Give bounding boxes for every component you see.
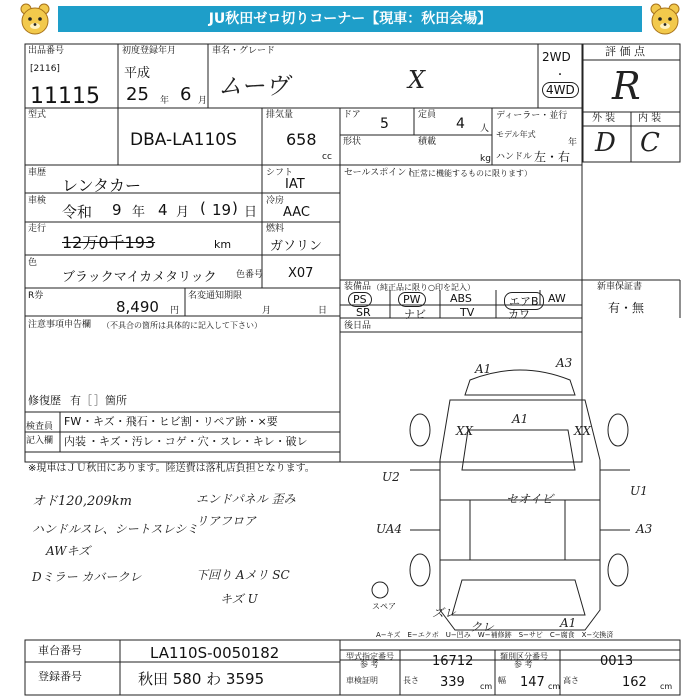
handwritten-note: AWキズ — [46, 544, 91, 558]
repair-history-end: ］箇所 — [94, 394, 127, 407]
inspection-m: 月 — [176, 205, 190, 220]
handwritten-note: キズ U — [220, 592, 258, 606]
diagram-mark: クレ — [470, 620, 495, 634]
mileage-label: 走行 — [28, 224, 47, 234]
equipment-item: TV — [460, 306, 475, 319]
repair-history-value: 有［ — [70, 394, 92, 407]
height-unit: cm — [660, 682, 673, 691]
category-label: 類別区分番号 — [500, 652, 548, 661]
fw-line: ・キズ・飛石・ヒビ割・リペア跡・×要 — [82, 415, 278, 428]
diagram-mark: XX — [456, 424, 474, 438]
handwritten-note: Dミラー カバークレ — [32, 570, 142, 584]
drive-dot: ・ — [555, 70, 565, 81]
handwritten-note: ハンドルスレ、シートスレシミ — [32, 522, 199, 536]
name-change-month: 月 — [262, 306, 272, 316]
drive-4wd: 4WD — [542, 82, 579, 98]
rear-seat-label: 後日品 — [344, 321, 372, 331]
exhibit-no-label: 出品番号 — [28, 46, 65, 56]
interior-line: ・キズ・汚レ・コゲ・穴・スレ・キレ・破レ — [88, 435, 308, 448]
handwritten-note: オド120,209km — [32, 494, 132, 509]
interior-line-label: 内装 — [64, 435, 86, 448]
equipment-item: AW — [548, 292, 566, 305]
diagram-mark: A1 — [560, 616, 577, 630]
inspection-day-open: ( — [200, 199, 206, 217]
shift: IAT — [285, 177, 305, 192]
width-value: 147 — [520, 675, 545, 690]
equipment-item: カワ — [508, 308, 530, 321]
inspector-label: 検査員 — [26, 422, 54, 432]
first-reg-label: 初度登録年月 — [122, 46, 177, 56]
displacement-label: 排気量 — [266, 110, 294, 120]
first-reg-year-unit: 年 — [160, 96, 170, 106]
first-reg-month: 6 — [180, 84, 192, 105]
diagram-mark: A1 — [512, 412, 529, 426]
width-unit: cm — [548, 682, 561, 691]
aircon-label: 冷房 — [266, 196, 285, 206]
capacity-unit: 人 — [480, 124, 490, 134]
diagram-mark: U2 — [382, 470, 400, 484]
header-title: JU秋田ゼロ切りコーナー【現車：秋田会場】 — [58, 6, 642, 32]
sales-point-label: セールスポイント — [344, 168, 416, 178]
aircon: AAC — [283, 205, 310, 220]
length-value: 339 — [440, 675, 465, 690]
inspection-day: 19 — [212, 201, 232, 219]
diagram-mark: セオイビ — [506, 492, 554, 506]
first-reg-month-unit: 月 — [198, 96, 208, 106]
color-label: 色 — [28, 258, 38, 268]
car-name-label: 車名・グレード — [212, 46, 276, 56]
vehicle-history-label: 車歴 — [28, 168, 47, 178]
diagram-mark: A1 — [475, 362, 492, 376]
name-change-day: 日 — [318, 306, 328, 316]
handle-value: 左・右 — [534, 150, 571, 164]
color: ブラックマイカメタリック — [62, 270, 217, 285]
vehicle-history: レンタカー — [62, 176, 141, 195]
height-label: 高さ — [563, 676, 579, 685]
color-no: X07 — [288, 266, 314, 281]
recorder-label: 記入欄 — [26, 436, 54, 446]
mileage-unit: km — [214, 238, 232, 251]
length-label: 長さ — [403, 676, 419, 685]
equipment-item: PS — [348, 292, 372, 307]
fuel: ガソリン — [270, 239, 323, 254]
equipment-item: SR — [356, 306, 371, 319]
handle-label: ハンドル — [496, 152, 533, 162]
r-coupon: 8,490 — [116, 298, 159, 316]
handwritten-note: リアフロア — [196, 514, 257, 528]
exhibit-no: 11115 — [30, 84, 100, 109]
registration-label: 登録番号 — [38, 670, 82, 683]
shift-label: シフト — [266, 168, 294, 178]
notes-sub-label: （不具合の箇所は具体的に記入して下さい） — [102, 321, 262, 330]
capacity-label: 定員 — [418, 110, 437, 120]
diagram-mark: A3 — [556, 356, 573, 370]
inspection-y: 年 — [132, 205, 146, 220]
r-coupon-label: R券 — [28, 291, 44, 301]
repair-history-label: 修復歴 — [28, 394, 61, 407]
warranty-label: 新車保証書 — [597, 282, 643, 292]
category-label-2: 参 考 — [514, 660, 533, 669]
inspection-label: 車検 — [28, 196, 47, 206]
kata-label-2: 参 考 — [360, 660, 379, 669]
equipment-item: ABS — [450, 292, 472, 305]
displacement: 658 — [286, 130, 317, 149]
kata-label: 型式指定番号 — [346, 652, 394, 661]
spare-label: スペア — [372, 602, 396, 611]
interior-label: 内 装 — [638, 113, 662, 124]
load-label: 積載 — [418, 137, 437, 147]
grade: X — [408, 66, 426, 94]
shape-label: 形状 — [343, 137, 362, 147]
dealer-label: ディーラー・並行 — [496, 111, 568, 121]
height-value: 162 — [622, 675, 647, 690]
mileage: 12万0千193 — [62, 233, 156, 252]
legend: A−キズ E−エクボ U−凹み W−補修跡 S−サビ C−腐食 X−交換済 — [376, 631, 614, 639]
handwritten-note: 下回り Aメリ SC — [196, 568, 290, 582]
doors-label: ドア — [343, 110, 361, 120]
car-name: ムーヴ — [218, 72, 289, 100]
interior-grade: C — [640, 128, 660, 158]
diagram-mark: ズレ — [432, 606, 457, 620]
length-unit: cm — [480, 682, 493, 691]
shakan-label: 車検証明 — [346, 676, 378, 685]
sales-point-sub: （正常に機能するものに限ります） — [404, 169, 532, 178]
diagram-mark: U1 — [630, 484, 648, 498]
exterior-grade: D — [595, 128, 616, 158]
first-reg-era: 平成 — [124, 66, 151, 81]
category-value: 0013 — [600, 654, 634, 669]
diagram-mark: A3 — [636, 522, 653, 536]
capacity: 4 — [456, 116, 465, 132]
inspection-year: 9 — [112, 201, 122, 219]
diagram-mark: XX — [574, 424, 592, 438]
equipment-item: ナビ — [404, 308, 426, 321]
first-reg-year: 25 — [126, 84, 149, 105]
load-unit: kg — [480, 154, 491, 164]
warranty-value: 有・無 — [608, 301, 645, 315]
drive-2wd: 2WD — [542, 50, 571, 64]
notes-label: 注意事項申告欄 — [28, 320, 92, 330]
model-year-label: モデル年式 — [496, 130, 536, 139]
chassis-no: LA110S-0050182 — [150, 644, 280, 662]
inspection-d: 日 — [244, 205, 258, 220]
evaluation-label: 評 価 点 — [605, 45, 645, 58]
footnote: ※現車はＪＵ秋田にあります。陸送費は落札店負担となります。 — [28, 463, 315, 474]
equipment-item: PW — [398, 292, 426, 307]
width-label: 幅 — [498, 676, 506, 685]
fuel-label: 燃料 — [266, 224, 285, 234]
equipment-item: エアB — [504, 292, 544, 310]
inspection-month: 4 — [158, 201, 168, 219]
model-type-label: 型式 — [28, 110, 47, 120]
handwritten-note: エンドパネル 歪み — [196, 492, 296, 506]
kata-value: 16712 — [432, 654, 474, 669]
color-no-label: 色番号 — [236, 270, 264, 280]
chassis-label: 車台番号 — [38, 644, 82, 657]
exhibit-no-small: [2116] — [30, 64, 60, 74]
equipment-sub: （純正品に限り○印を記入） — [372, 283, 475, 292]
r-coupon-unit: 円 — [170, 306, 180, 316]
exterior-label: 外 装 — [592, 113, 616, 124]
diagram-mark: UA4 — [376, 522, 403, 536]
equipment-label: 装備品 — [344, 282, 372, 292]
model-year-unit: 年 — [568, 138, 578, 148]
evaluation-score: R — [612, 64, 641, 108]
inspection-day-close: ) — [232, 199, 238, 217]
displacement-unit: cc — [322, 152, 332, 162]
registration-no: 秋田 580 わ 3595 — [138, 670, 265, 688]
doors: 5 — [380, 116, 389, 132]
inspection-era: 令和 — [62, 203, 93, 221]
fw-label: FW — [64, 415, 82, 428]
name-change-label: 名変通知期限 — [188, 291, 243, 301]
model-type: DBA-LA110S — [130, 130, 237, 150]
